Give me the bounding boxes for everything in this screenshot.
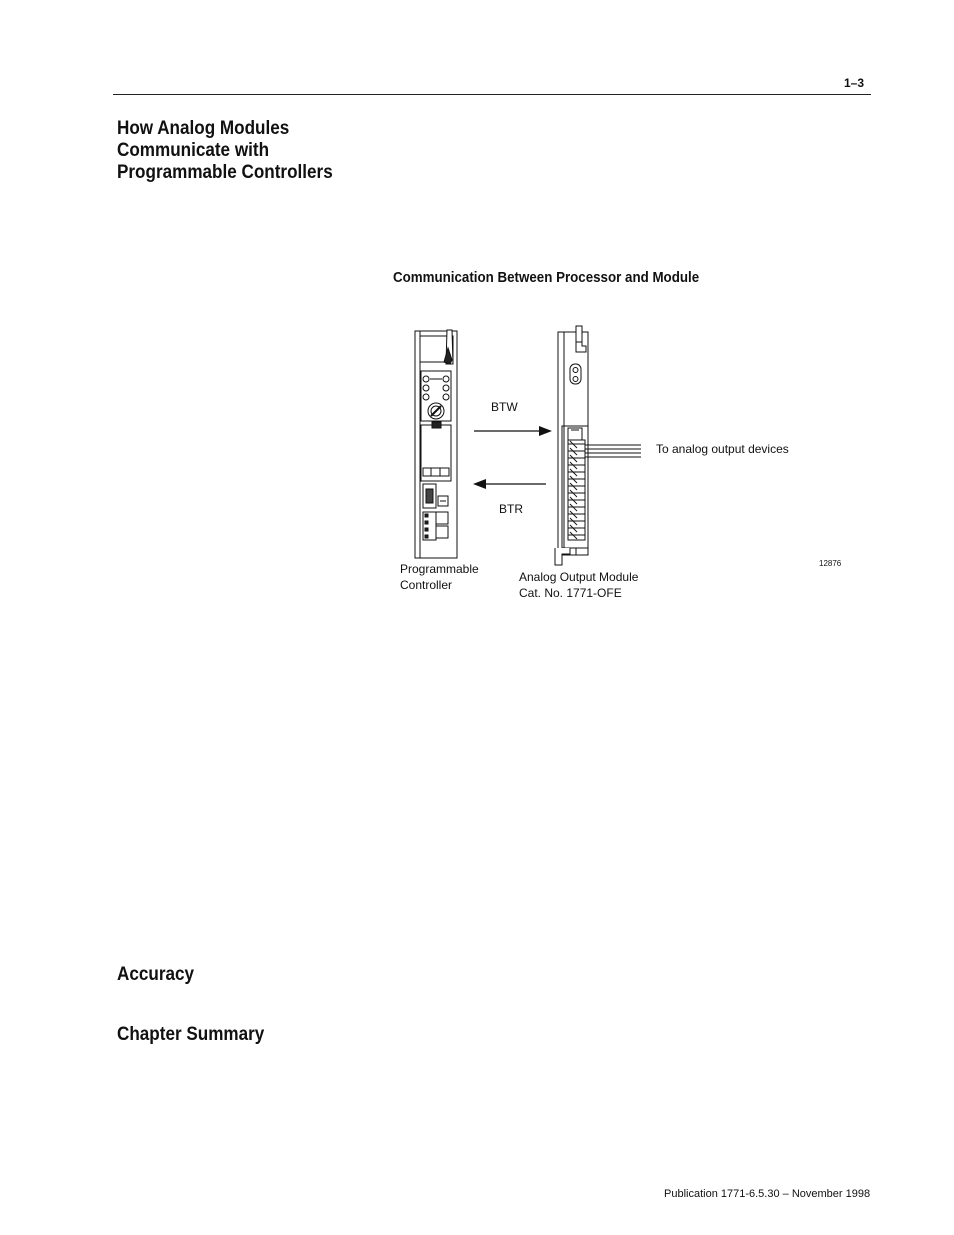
module-label-line: Cat. No. 1771-OFE	[519, 586, 622, 600]
module-label-line: Analog Output Module	[519, 570, 639, 584]
btw-arrow	[474, 426, 552, 436]
module-label	[519, 569, 638, 601]
communication-figure	[390, 318, 850, 608]
section-heading-summary: Chapter Summary	[117, 1024, 265, 1045]
controller-label-line: Controller	[400, 578, 453, 592]
programmable-controller-illustration	[415, 330, 457, 558]
controller-label-line: Programmable	[400, 562, 479, 576]
heading-line: Programmable Controllers	[117, 162, 333, 183]
heading-line: Communicate with	[117, 140, 270, 161]
output-wires	[585, 445, 641, 457]
section-heading-accuracy: Accuracy	[117, 964, 195, 985]
figure-title: Communication Between Processor and Module	[393, 270, 700, 286]
btr-arrow	[473, 479, 546, 489]
section-heading-communicate	[117, 118, 333, 184]
controller-label	[400, 561, 479, 593]
btr-label: BTR	[499, 502, 523, 516]
page-number: 1–3	[843, 76, 864, 90]
output-devices-label: To analog output devices	[656, 442, 789, 456]
figure-number: 12876	[819, 559, 842, 568]
analog-output-module-illustration	[555, 326, 588, 565]
header-rule	[113, 94, 871, 95]
publication-footer: Publication 1771-6.5.30 – November 1998	[664, 1188, 871, 1200]
btw-label: BTW	[491, 400, 518, 414]
heading-line: How Analog Modules	[117, 118, 290, 139]
